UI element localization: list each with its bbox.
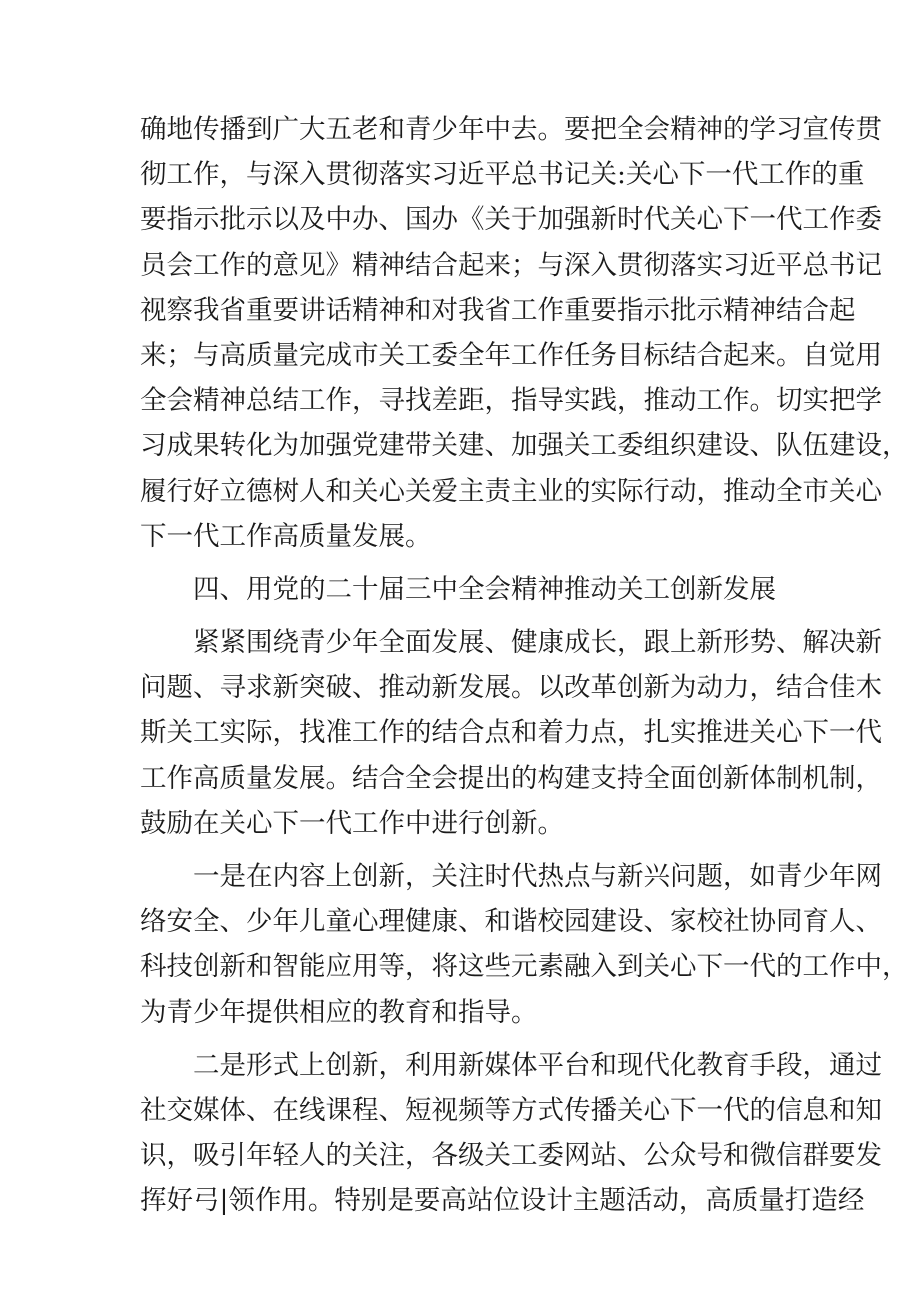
text-line: 要指示批示以及中办、国办《关于加强新时代关心下一代工作委 (140, 204, 882, 236)
text-line: 确地传播到广大五老和青少年中去。要把全会精神的学习宣传贯 (140, 114, 882, 145)
text-line: 科技创新和智能应用等，将这些元素融入到关心下一代的工作中， (140, 951, 909, 983)
paragraph-study-implementation (140, 107, 909, 559)
text-line: 下一代工作高质量发展。 (140, 520, 432, 552)
text-line: 识，吸引年轻人的关注，各级关工委网站、公众号和微信群要发 (140, 1140, 882, 1172)
paragraph-innovation-overview (140, 620, 882, 846)
text-line: 斯关工实际，找准工作的结合点和着力点，扎实推进关心下一代 (140, 717, 882, 749)
paragraph-content-innovation (140, 854, 909, 1035)
text-line: 问题、寻求新突破、推动新发展。以改革创新为动力，结合佳木 (140, 672, 882, 704)
text-line: 紧紧围绕青少年全面发展、健康成长，跟上新形势、解决新 (140, 627, 882, 659)
document-body (140, 107, 909, 1224)
text-line: 一是在内容上创新，关注时代热点与新兴问题，如青少年网 (140, 861, 882, 892)
text-line: 社交媒体、在线课程、短视频等方式传播关心下一代的信息和知 (140, 1094, 882, 1126)
heading-line: 四、用党的二十届三中全会精神推动关工创新发展 (140, 573, 776, 605)
text-line: 彻工作，与深入贯彻落实习近平总书记关:关心下一代工作的重 (140, 159, 865, 191)
text-line: 为青少年提供相应的教育和指导。 (140, 996, 538, 1028)
text-line: 鼓励在关心下一代工作中进行创新。 (140, 807, 564, 839)
text-line: 习成果转化为加强党建带关建、加强关工委组织建设、队伍建设， (140, 430, 909, 462)
text-line: 来；与高质量完成市关工委全年工作任务目标结合起来。自觉用 (140, 339, 882, 371)
text-line: 挥好弓|领作用。特别是要高站位设计主题活动，高质量打造经 (140, 1185, 865, 1217)
text-line: 员会工作的意见》精神结合起来；与深入贯彻落实习近平总书记 (140, 249, 882, 281)
section-heading-four (140, 567, 780, 612)
text-line: 工作高质量发展。结合全会提出的构建支持全面创新体制机制， (140, 762, 882, 794)
text-line: 二是形式上创新，利用新媒体平台和现代化教育手段，通过 (140, 1049, 882, 1081)
paragraph-form-innovation (140, 1043, 882, 1224)
text-line: 全会精神总结工作，寻找差距，指导实践，推动工作。切实把学 (140, 385, 882, 417)
text-line: 络安全、少年儿童心理健康、和谐校园建设、家校社协同育人、 (140, 906, 882, 938)
text-line: 视察我省重要讲话精神和对我省工作重要指示批示精神结合起 (140, 294, 856, 326)
text-line: 履行好立德树人和关心关爱主责主业的实际行动，推动全市关心 (140, 475, 882, 507)
